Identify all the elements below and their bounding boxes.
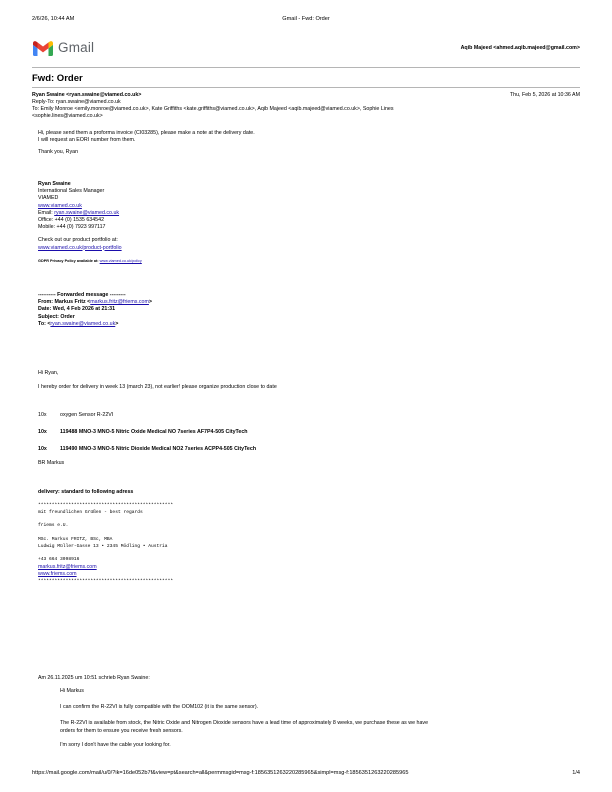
signature-name: Ryan Swaine [38,181,71,187]
separator-end: ************************************************* [38,578,174,584]
signature [38,181,142,266]
sender-email-link[interactable]: markus.fritz@friems.com [38,564,97,571]
recipients-line-2: <sophie.lines@viamed.co.uk> [32,113,103,119]
print-page-title: Gmail - Fwd: Order [282,16,330,22]
signature-email-link[interactable]: ryan.swaine@viamed.co.uk [54,209,120,216]
subject-divider [32,87,580,88]
body-line: Hi, please send them a proforma invoice (CI03285), please make a note at the delivery date. [38,130,255,136]
from-label: From: [38,299,55,306]
order-item [38,429,248,435]
forwarded-greeting: Hi Ryan, [38,370,59,376]
footer-url: https://mail.google.com/mail/u/0/?ik=16de052b7f&view=pt&search=all&permmsgid=msg-f:1856351263220285965&simpl=msg-f:1856351263220285965 [32,770,409,776]
forwarded-subject: Subject: Order [38,313,75,320]
thread-subject: Fwd: Order [32,73,83,84]
message-sender [32,92,141,98]
from-close: > [148,299,152,306]
body-line: I will request an EORI number from them. [38,137,136,144]
regards-line: mit freundlichen Grüßen - best regards [38,510,143,516]
separator: ************************************************* [38,503,174,508]
order-item-qty: 10x [38,429,47,435]
gdpr-link[interactable]: www.viamed.co.uk/policy [99,258,142,263]
gdpr-label: GDPR Privacy Policy available at: [38,258,100,263]
to-label: To: < [38,320,51,327]
sender-person: MSc. Markus FRITZ, BSc, MBA [38,536,113,542]
order-item-qty: 10x [38,412,47,418]
sender-web-link[interactable]: www.friems.com [38,571,77,578]
forwarded-to-email-link[interactable]: ryan.swaine@viamed.co.uk [50,320,116,327]
order-item-text: 119488 MNO-3 MNO-5 Nitric Oxide Medical NO 7series AF7P4-505 CityTech [60,429,248,435]
email-label: Email: [38,209,55,216]
header-divider [32,67,580,68]
forwarded-date: Date: Wed, 4 Feb 2026 at 21:31 [38,306,116,313]
signature-company: VIAMED [38,195,59,202]
forwarded-from-email-link[interactable]: markus.fritz@friems.com [90,299,149,306]
signature-email-row [38,210,142,217]
forwarded-to [38,321,152,328]
portfolio-label: Check out our product portfolio at: [38,237,118,244]
signature-website-link[interactable]: www.viamed.co.uk [38,202,82,209]
delivery-note: delivery: standard to following adress [38,489,134,495]
forwarded-signature [38,503,173,586]
print-footer [32,770,580,777]
from-name: Markus Fritz < [54,299,91,306]
print-datetime: 2/6/26, 10:44 AM [32,16,75,22]
reply-to: Reply-To: ryan.swaine@viamed.co.uk [32,99,121,105]
footer-page-number: 1/4 [572,770,580,776]
sender-address: Ludwig Müller-Gasse 13 • 2345 Mödling • Austria [38,543,168,549]
sender: Ryan Swaine <ryan.swaine@viamed.co.uk> [32,92,142,98]
order-item-text: 119490 MNO-3 MNO-5 Nitric Dioxide Medical NO2 7series ACPP4-505 CityTech [60,446,257,452]
thanks-line: Thank you, Ryan [38,149,79,156]
order-item-qty: 10x [38,446,47,452]
sender-company: friems e.U. [38,523,69,529]
quoted-line: The R-22VI is available from stock, the Nitric Oxide and Nitrogen Dioxide sensors have a lead time of approximately 8 weeks, we purchase these as we have [60,720,429,727]
portfolio-link[interactable]: www.viamed.co.uk/product-portfolio [38,244,122,251]
print-header [32,16,580,24]
sender-phone: +43 664 3098916 [38,556,80,562]
signature-office: Office: +44 (0) 1535 634542 [38,216,105,223]
signature-title: International Sales Manager [38,188,105,195]
quoted-message [60,688,428,749]
quoted-line: I'm sorry I don't have the cable your looking for. [60,741,171,748]
account-email: Aqib Majeed <ahmed.aqib.majeed@gmail.com> [460,45,580,51]
gdpr-row [38,259,142,266]
order-item-text: oxygen Sensor R-22VI [60,412,114,418]
to-close: > [115,320,119,327]
quoted-greeting: Hi Markus [60,688,84,694]
signature-mobile: Mobile: +44 (0) 7923 997117 [38,224,106,231]
forwarded-header [38,292,152,328]
forwarded-marker: ---------- Forwarded message --------- [38,292,126,298]
forwarded-from [38,299,152,306]
gmail-wordmark: Gmail [58,39,95,55]
order-item [38,446,256,452]
message-body [38,130,255,157]
order-intro: I hereby order for delivery in week 13 (march 23), not earlier! please organize production close to date [38,384,277,390]
recipients-line-1: To: Emily Monroe <emily.monroe@viamed.co.uk>, Kate Griffiths <kate.griffiths@viamed.co.uk>, Aqib Majeed <aqib.majeed@viamed.co.uk>, Sophie Lines [32,106,394,112]
order-item [38,412,113,418]
quoted-intro: Am 26.11.2025 um 10:51 schrieb Ryan Swaine: [38,675,150,681]
gmail-logo[interactable] [33,39,94,57]
gmail-logo-icon [33,41,53,56]
quoted-line: I can confirm the R-22VI is fully compatible with the OOM102 (it is the same sensor). [60,704,259,711]
quoted-line: orders for them to ensure you receive fresh sensors. [60,727,183,734]
order-closing: BR Markus [38,460,65,466]
message-date: Thu, Feb 5, 2026 at 10:36 AM [509,92,580,98]
